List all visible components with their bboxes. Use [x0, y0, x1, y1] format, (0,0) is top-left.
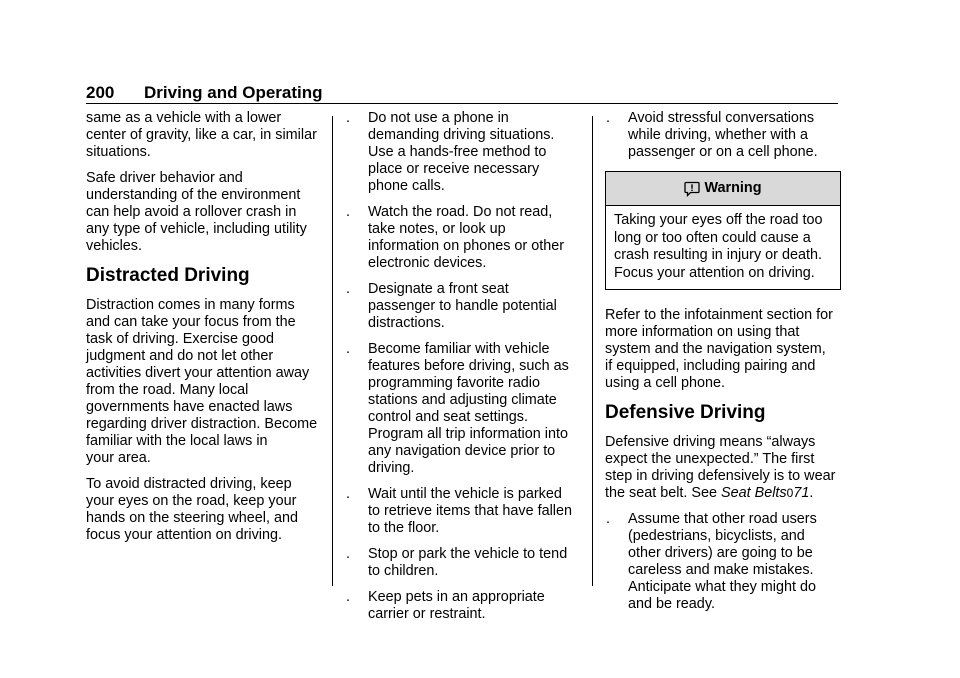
warning-title: Warning [704, 180, 762, 196]
column-divider-1 [332, 116, 333, 586]
list-item-text: Avoid stressful conversations while driving, whether with a passenger or on a cell phone. [628, 110, 818, 160]
warning-header [606, 172, 840, 206]
list-item [345, 546, 581, 580]
list-item [345, 486, 581, 537]
list-item [345, 204, 581, 272]
list-item [345, 281, 581, 332]
paragraph: Safe driver behavior and understanding of the environment can help avoid a rollover crash in any type of vehicle, including utility vehicles. [86, 170, 307, 254]
column-divider-2 [592, 116, 593, 586]
list-item-text: Designate a front seat passenger to handle potential distractions. [368, 281, 557, 331]
header-rule [86, 103, 838, 104]
cross-reference-link[interactable]: Seat Belts [721, 485, 787, 501]
section-title: Driving and Operating [144, 83, 323, 102]
list-item [605, 511, 841, 613]
list-item [605, 110, 841, 161]
list-item-text: Become familiar with vehicle features before driving, such as programming favorite radio stations and adjusting climate control and seat settings. Program all trip information into any navigation device prior to driving. [368, 341, 569, 476]
heading-defensive-driving: Defensive Driving [605, 402, 766, 423]
bullet: . [346, 589, 350, 605]
paragraph: Distraction comes in many forms and can take your focus from the task of driving. Exercise good judgment and do not let other activities divert your attention away from the road. Many local governments have enacted laws regarding driver distraction. Become familiar with the local laws in your area. [86, 297, 318, 466]
page-number: 200 [86, 83, 115, 102]
list-item-text: Assume that other road users (pedestrians, bicyclists, and other drivers) are going to be careless and make mistakes. Anticipate what they might do and be ready. [628, 511, 817, 612]
paragraph-end: . [809, 485, 814, 501]
bullet: . [346, 546, 350, 562]
warning-icon [684, 181, 700, 197]
paragraph: To avoid distracted driving, keep your eyes on the road, keep your hands on the steering wheel, and focus your attention on driving. [86, 476, 299, 543]
list-item-text: Do not use a phone in demanding driving situations. Use a hands-free method to place or receive necessary phone calls. [368, 110, 555, 194]
list-item [345, 341, 581, 477]
warning-box [605, 171, 841, 290]
list-item-text: Wait until the vehicle is parked to retrieve items that have fallen to the floor. [368, 486, 572, 536]
paragraph-text: Defensive driving means “always expect the unexpected.” The first step in driving defensively is to wear the seat belt. See [605, 434, 836, 501]
paragraph: same as a vehicle with a lower center of gravity, like a car, in similar situations. [86, 110, 317, 160]
page-ref-arrow-icon: 0 [786, 486, 794, 500]
warning-body: Taking your eyes off the road too long or too often could cause a crash resulting in injury or death. Focus your attention on driving. [614, 212, 823, 281]
paragraph [605, 434, 841, 502]
bullet: . [606, 511, 610, 527]
bullet: . [346, 486, 350, 502]
bullet: . [346, 204, 350, 220]
paragraph: Refer to the infotainment section for more information on using that system and the navigation system, if equipped, including pairing and using a cell phone. [605, 307, 833, 391]
list-item-text: Stop or park the vehicle to tend to children. [368, 546, 568, 579]
bullet: . [606, 110, 610, 126]
heading-distracted-driving: Distracted Driving [86, 265, 250, 286]
list-item [345, 589, 581, 623]
column-3 [605, 110, 841, 622]
list-item-text: Watch the road. Do not read, take notes, or look up information on phones or other electronic devices. [368, 204, 564, 271]
list-item-text: Keep pets in an appropriate carrier or restraint. [368, 589, 545, 622]
bullet: . [346, 110, 350, 126]
list-item [345, 110, 581, 195]
column-1 [86, 110, 322, 553]
bullet: . [346, 341, 350, 357]
bullet: . [346, 281, 350, 297]
cross-reference-page[interactable]: 71 [793, 485, 810, 501]
column-2 [345, 110, 581, 632]
